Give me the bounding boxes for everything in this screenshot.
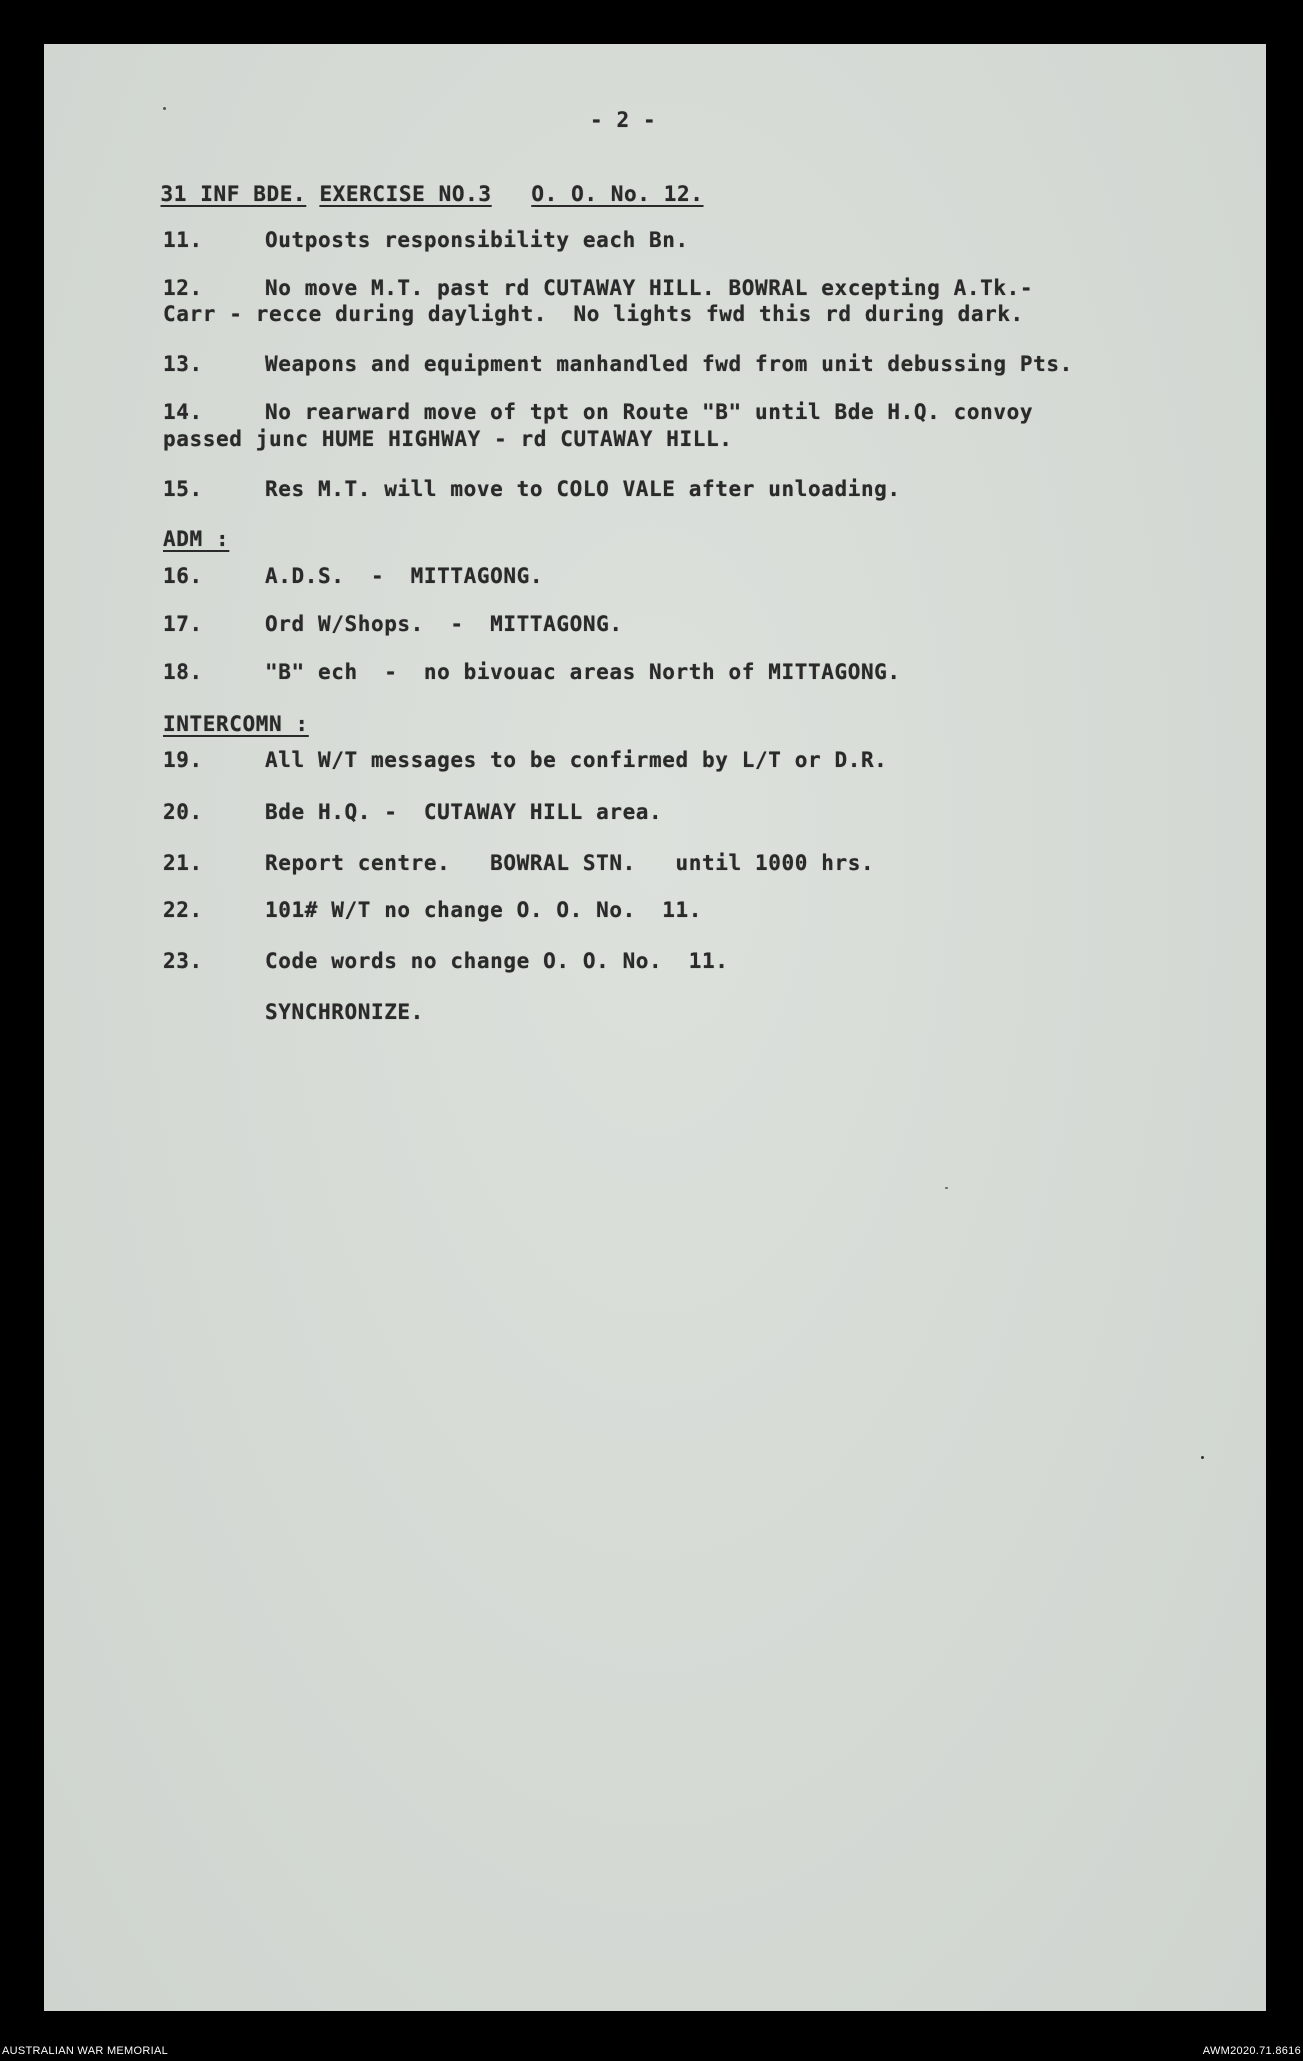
- item-number: 12.: [163, 276, 203, 300]
- header-prefix: 31 INF BDE.: [160, 182, 307, 206]
- item-text: Outposts responsibility each Bn.: [265, 228, 689, 252]
- item-text: No rearward move of tpt on Route "B" until Bde H.Q. convoy: [265, 400, 1034, 424]
- item-number: 21.: [163, 851, 203, 875]
- header-order: O. O. No. 12.: [531, 182, 704, 206]
- item-number: 20.: [163, 800, 203, 824]
- item-number: 14.: [163, 400, 203, 424]
- paper-speck: [945, 1187, 948, 1189]
- item-number: 17.: [163, 612, 203, 636]
- footer-reference: AWM2020.71.8616: [1202, 2045, 1301, 2057]
- item-text: 101# W/T no change O. O. No. 11.: [265, 898, 703, 922]
- item-text: A.D.S. - MITTAGONG.: [265, 564, 544, 588]
- footer-institution: AUSTRALIAN WAR MEMORIAL: [2, 2045, 169, 2057]
- item-number: 11.: [163, 228, 203, 252]
- header-exercise: EXERCISE NO.3: [319, 182, 492, 206]
- item-text: Ord W/Shops. - MITTAGONG.: [265, 612, 623, 636]
- section-heading-intercomn: INTERCOMN :: [163, 712, 309, 736]
- item-text-continuation: passed junc HUME HIGHWAY - rd CUTAWAY HILL.: [163, 427, 733, 451]
- closing-word: SYNCHRONIZE.: [265, 1000, 424, 1024]
- item-text: "B" ech - no bivouac areas North of MITTAGONG.: [265, 660, 901, 684]
- document-header: [134, 158, 704, 206]
- page-number: - 2 -: [590, 108, 657, 132]
- item-text-continuation: Carr - recce during daylight. No lights fwd this rd during dark.: [163, 302, 1024, 326]
- item-number: 22.: [163, 898, 203, 922]
- item-text: Weapons and equipment manhandled fwd from unit debussing Pts.: [265, 352, 1073, 376]
- item-number: 18.: [163, 660, 203, 684]
- item-text: Res M.T. will move to COLO VALE after unloading.: [265, 477, 901, 501]
- item-number: 15.: [163, 477, 203, 501]
- section-heading-adm: ADM :: [163, 527, 230, 551]
- item-number: 19.: [163, 748, 203, 772]
- paper-speck: [163, 107, 166, 110]
- item-number: 23.: [163, 949, 203, 973]
- document-page: [44, 44, 1266, 2011]
- item-number: 16.: [163, 564, 203, 588]
- item-text: Bde H.Q. - CUTAWAY HILL area.: [265, 800, 663, 824]
- item-text: Code words no change O. O. No. 11.: [265, 949, 729, 973]
- item-text: Report centre. BOWRAL STN. until 1000 hrs.: [265, 851, 875, 875]
- item-text: No move M.T. past rd CUTAWAY HILL. BOWRAL excepting A.Tk.-: [265, 276, 1034, 300]
- item-number: 13.: [163, 352, 203, 376]
- item-text: All W/T messages to be confirmed by L/T or D.R.: [265, 748, 888, 772]
- paper-speck: [1201, 1456, 1204, 1459]
